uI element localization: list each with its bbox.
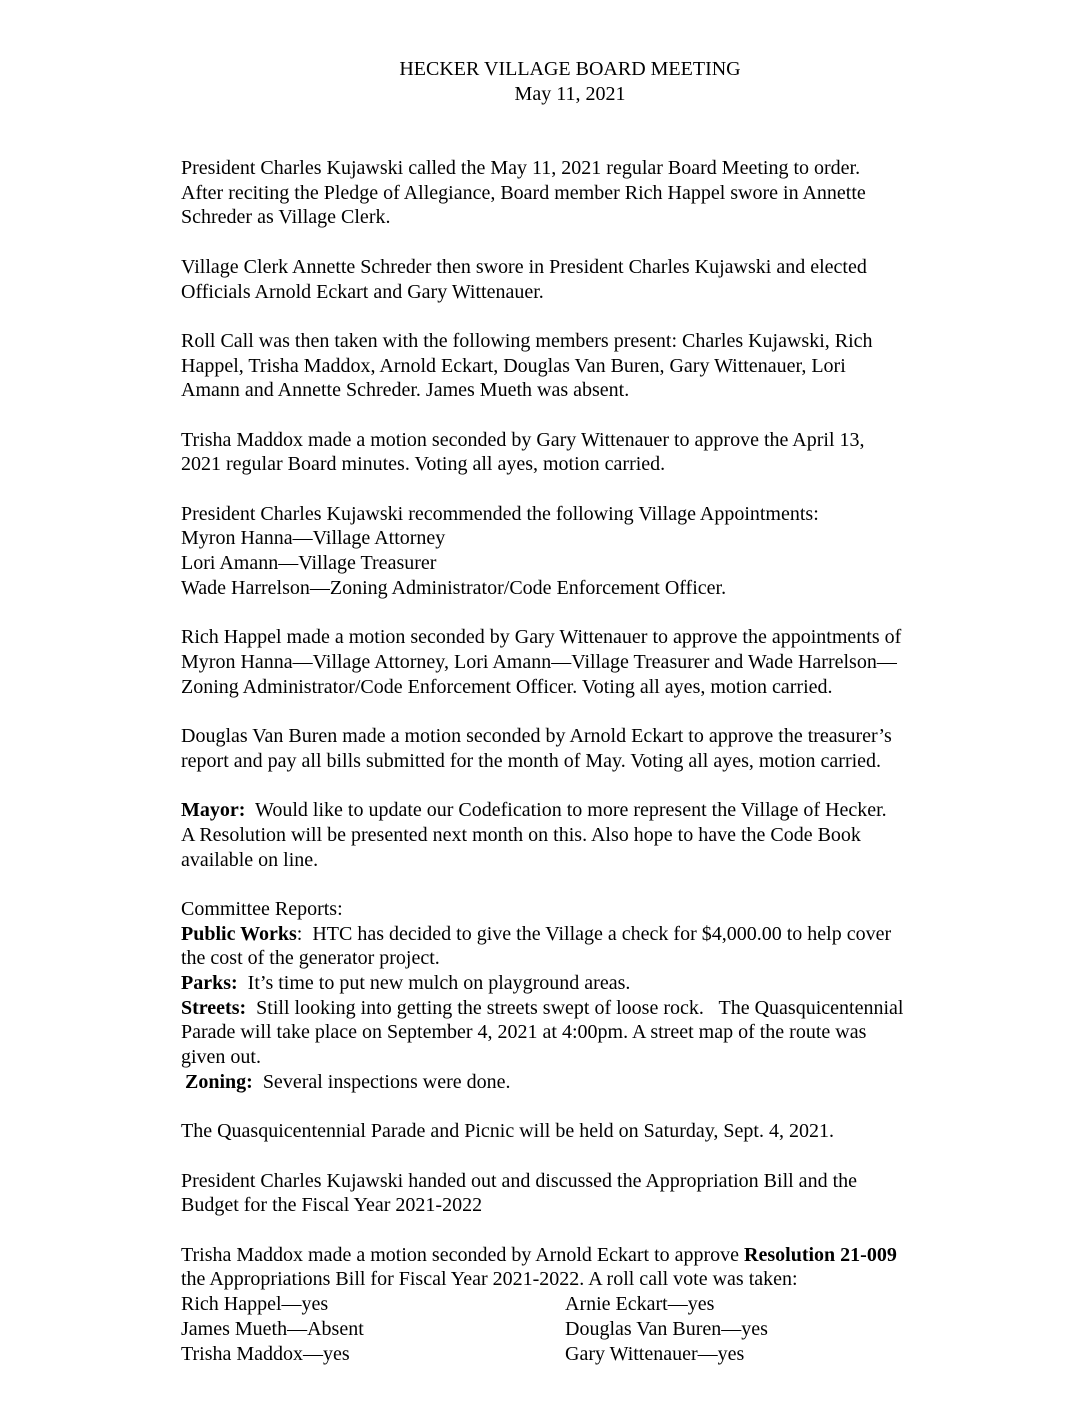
streets-label: Streets:: [181, 996, 247, 1019]
vote-entry: Arnie Eckart—yes: [565, 1293, 715, 1316]
paragraph-appointments: [181, 502, 971, 601]
text-span: Trisha Maddox made a motion seconded by Arnold Eckart to approve: [181, 1243, 745, 1266]
paragraph-parade: [181, 1119, 971, 1144]
text-line: [181, 1243, 971, 1268]
text-line: President Charles Kujawski called the May 11, 2021 regular Board Meeting to order.: [181, 157, 861, 179]
resolution-number: Resolution 21-009: [744, 1243, 897, 1266]
mayor-label: Mayor:: [181, 799, 246, 822]
section-committee-reports: [181, 897, 971, 1095]
text-line: given out.: [181, 1046, 261, 1069]
text-line: A Resolution will be presented next month on this. Also hope to have the Code Book: [181, 823, 861, 846]
paragraph-mayor-report: [181, 798, 971, 872]
text-line: [181, 922, 971, 947]
paragraph-treasurer-report: [181, 724, 971, 773]
paragraph-appointments-motion: [181, 625, 971, 699]
text-line: Myron Hanna—Village Attorney, Lori Amann—Village Treasurer and Wade Harrelson—: [181, 650, 897, 673]
roll-call-vote-table: [181, 1292, 971, 1366]
vote-entry: Gary Wittenauer—yes: [565, 1342, 745, 1365]
parks-label: Parks:: [181, 972, 238, 995]
text-line: Happel, Trisha Maddox, Arnold Eckart, Douglas Van Buren, Gary Wittenauer, Lori: [181, 354, 846, 377]
document-header: [0, 57, 1088, 107]
text-line: report and pay all bills submitted for the month of May. Voting all ayes, motion carried.: [181, 749, 882, 772]
text-line: Amann and Annette Schreder. James Mueth was absent.: [181, 379, 630, 402]
vote-entry: James Mueth—Absent: [181, 1317, 364, 1340]
zoning-label: Zoning:: [185, 1070, 253, 1093]
vote-entry: Trisha Maddox—yes: [181, 1342, 350, 1365]
paragraph-resolution-motion: [181, 1243, 971, 1292]
committee-heading: Committee Reports:: [181, 897, 343, 920]
text-line: Budget for the Fiscal Year 2021-2022: [181, 1194, 483, 1217]
text-line: Officials Arnold Eckart and Gary Wittenauer.: [181, 280, 544, 303]
text-line: Roll Call was then taken with the following members present: Charles Kujawski, Rich: [181, 329, 873, 352]
text-line: the Appropriations Bill for Fiscal Year 2021-2022. A roll call vote was taken:: [181, 1268, 798, 1291]
paragraph-swearing-in: [181, 255, 971, 304]
text-line: President Charles Kujawski recommended the following Village Appointments:: [181, 502, 819, 525]
text-line: Schreder as Village Clerk.: [181, 206, 391, 229]
text-line: Trisha Maddox made a motion seconded by Gary Wittenauer to approve the April 13,: [181, 428, 865, 451]
vote-entry: Rich Happel—yes: [181, 1293, 329, 1316]
text-line: Village Clerk Annette Schreder then swore in President Charles Kujawski and elected: [181, 255, 867, 278]
text-span: Would like to update our Codefication to more represent the Village of Hecker.: [245, 799, 887, 822]
text-line: [181, 1070, 971, 1095]
text-line: Parade will take place on September 4, 2021 at 4:00pm. A street map of the route was: [181, 1021, 867, 1044]
text-line: [181, 971, 971, 996]
vote-entry: Douglas Van Buren—yes: [565, 1317, 768, 1340]
text-line: Douglas Van Buren made a motion seconded by Arnold Eckart to approve the treasurer’s: [181, 725, 892, 748]
meeting-date: May 11, 2021: [514, 83, 626, 105]
paragraph-appropriation-bill: [181, 1169, 971, 1218]
text-span: : HTC has decided to give the Village a check for $4,000.00 to help cover: [296, 922, 892, 945]
text-line: Lori Amann—Village Treasurer: [181, 552, 437, 575]
text-line: Wade Harrelson—Zoning Administrator/Code Enforcement Officer.: [181, 576, 727, 599]
text-line: [181, 996, 971, 1021]
text-line: Rich Happel made a motion seconded by Gary Wittenauer to approve the appointments of: [181, 626, 902, 649]
text-span: Still looking into getting the streets swept of loose rock. The Quasquicentennial: [246, 996, 904, 1019]
public-works-label: Public Works: [181, 922, 297, 945]
text-line: Zoning Administrator/Code Enforcement Officer. Voting all ayes, motion carried.: [181, 675, 833, 698]
paragraph-minutes-approval: [181, 428, 971, 477]
text-line: [181, 798, 971, 823]
text-line: President Charles Kujawski handed out and discussed the Appropriation Bill and the: [181, 1169, 857, 1192]
paragraph-call-to-order: [181, 156, 971, 230]
text-line: Myron Hanna—Village Attorney: [181, 527, 446, 550]
text-line: After reciting the Pledge of Allegiance, Board member Rich Happel swore in Annette: [181, 181, 866, 204]
text-span: It’s time to put new mulch on playground areas.: [237, 972, 631, 995]
text-line: 2021 regular Board minutes. Voting all ayes, motion carried.: [181, 453, 666, 476]
text-span: Several inspections were done.: [252, 1070, 511, 1093]
paragraph-roll-call: [181, 329, 971, 403]
text-line: The Quasquicentennial Parade and Picnic will be held on Saturday, Sept. 4, 2021.: [181, 1120, 834, 1143]
document-title: HECKER VILLAGE BOARD MEETING: [399, 58, 741, 80]
text-line: available on line.: [181, 848, 319, 871]
minutes-body: [181, 156, 971, 1366]
text-line: the cost of the generator project.: [181, 947, 440, 970]
